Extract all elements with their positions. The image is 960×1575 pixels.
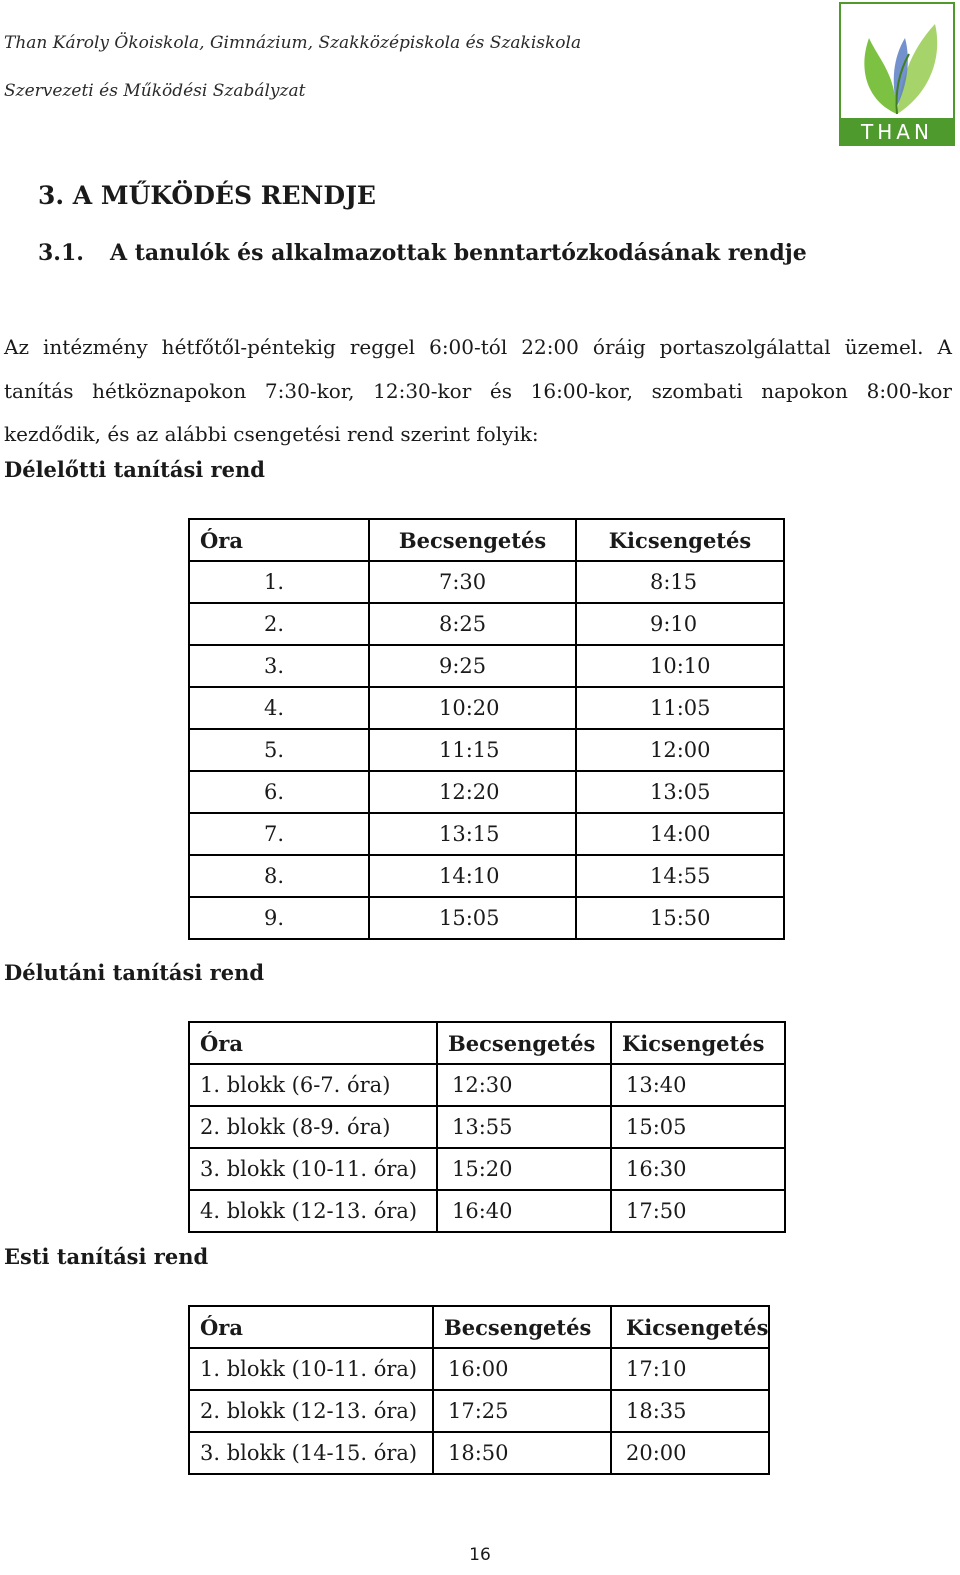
table-cell: 11:05 xyxy=(576,687,784,729)
page-number: 16 xyxy=(469,1545,491,1565)
table-row xyxy=(189,561,784,603)
table-cell: 9. xyxy=(189,897,369,939)
table-row xyxy=(189,1190,785,1232)
section-heading xyxy=(38,240,807,266)
table-cell: 8:25 xyxy=(369,603,576,645)
table-row xyxy=(189,603,784,645)
column-header: Kicsengetés xyxy=(611,1306,769,1348)
table-cell: 1. blokk (6-7. óra) xyxy=(189,1064,437,1106)
table-cell: 15:20 xyxy=(437,1148,611,1190)
table-row xyxy=(189,1432,769,1474)
column-header: Becsengetés xyxy=(437,1022,611,1064)
table-cell: 10:20 xyxy=(369,687,576,729)
table-cell: 18:35 xyxy=(611,1390,769,1432)
table-row xyxy=(189,771,784,813)
morning-schedule-title: Délelőtti tanítási rend xyxy=(4,457,265,482)
table-cell: 3. xyxy=(189,645,369,687)
table-cell: 9:25 xyxy=(369,645,576,687)
table-cell: 1. xyxy=(189,561,369,603)
table-cell: 8. xyxy=(189,855,369,897)
column-header: Becsengetés xyxy=(369,519,576,561)
table-cell: 7:30 xyxy=(369,561,576,603)
table-cell: 6. xyxy=(189,771,369,813)
table-header-row xyxy=(189,519,784,561)
table-cell: 4. xyxy=(189,687,369,729)
table-row xyxy=(189,855,784,897)
morning-schedule-table xyxy=(188,518,785,940)
table-cell: 2. xyxy=(189,603,369,645)
table-cell: 4. blokk (12-13. óra) xyxy=(189,1190,437,1232)
table-cell: 3. blokk (10-11. óra) xyxy=(189,1148,437,1190)
section-number: 3.1. xyxy=(38,240,84,266)
column-header: Óra xyxy=(189,1022,437,1064)
table-header-row xyxy=(189,1306,769,1348)
table-cell: 14:55 xyxy=(576,855,784,897)
table-header-row xyxy=(189,1022,785,1064)
table-cell: 17:10 xyxy=(611,1348,769,1390)
intro-paragraph xyxy=(4,326,952,457)
table-cell: 3. blokk (14-15. óra) xyxy=(189,1432,433,1474)
column-header: Óra xyxy=(189,519,369,561)
school-logo xyxy=(839,2,955,146)
table-cell: 13:05 xyxy=(576,771,784,813)
table-cell: 13:40 xyxy=(611,1064,785,1106)
table-cell: 12:00 xyxy=(576,729,784,771)
table-cell: 2. blokk (8-9. óra) xyxy=(189,1106,437,1148)
table-cell: 14:10 xyxy=(369,855,576,897)
table-row xyxy=(189,897,784,939)
table-row xyxy=(189,645,784,687)
table-cell: 15:05 xyxy=(611,1106,785,1148)
table-cell: 9:10 xyxy=(576,603,784,645)
afternoon-schedule-table xyxy=(188,1021,786,1233)
paragraph-line: kezdődik, és az alábbi csengetési rend szerint folyik: xyxy=(4,422,539,446)
table-cell: 10:10 xyxy=(576,645,784,687)
column-header: Óra xyxy=(189,1306,433,1348)
table-row xyxy=(189,813,784,855)
column-header: Becsengetés xyxy=(433,1306,611,1348)
table-cell: 8:15 xyxy=(576,561,784,603)
table-cell: 16:30 xyxy=(611,1148,785,1190)
table-cell: 15:05 xyxy=(369,897,576,939)
header-school-name: Than Károly Ökoiskola, Gimnázium, Szakközépiskola és Szakiskola xyxy=(4,33,582,53)
table-cell: 20:00 xyxy=(611,1432,769,1474)
table-cell: 13:55 xyxy=(437,1106,611,1148)
table-cell: 18:50 xyxy=(433,1432,611,1474)
paragraph-line: Az intézmény hétfőtől-péntekig reggel 6:00-tól 22:00 óráig portaszolgálattal üzemel. A xyxy=(4,335,952,359)
logo-text: THAN xyxy=(861,120,933,144)
section-title: A tanulók és alkalmazottak benntartózkodásának rendje xyxy=(110,240,807,266)
chapter-heading: 3. A MŰKÖDÉS RENDJE xyxy=(38,181,376,210)
table-row xyxy=(189,1064,785,1106)
column-header: Kicsengetés xyxy=(611,1022,785,1064)
table-cell: 17:25 xyxy=(433,1390,611,1432)
table-row xyxy=(189,1148,785,1190)
table-cell: 17:50 xyxy=(611,1190,785,1232)
table-cell: 7. xyxy=(189,813,369,855)
table-cell: 14:00 xyxy=(576,813,784,855)
table-cell: 11:15 xyxy=(369,729,576,771)
evening-schedule-title: Esti tanítási rend xyxy=(4,1244,209,1269)
table-cell: 5. xyxy=(189,729,369,771)
table-row xyxy=(189,687,784,729)
table-cell: 15:50 xyxy=(576,897,784,939)
table-cell: 1. blokk (10-11. óra) xyxy=(189,1348,433,1390)
table-cell: 12:20 xyxy=(369,771,576,813)
afternoon-schedule-title: Délutáni tanítási rend xyxy=(4,960,265,985)
table-cell: 16:40 xyxy=(437,1190,611,1232)
table-row xyxy=(189,729,784,771)
table-cell: 12:30 xyxy=(437,1064,611,1106)
column-header: Kicsengetés xyxy=(576,519,784,561)
table-cell: 2. blokk (12-13. óra) xyxy=(189,1390,433,1432)
evening-schedule-table xyxy=(188,1305,770,1475)
table-cell: 16:00 xyxy=(433,1348,611,1390)
table-row xyxy=(189,1106,785,1148)
table-row xyxy=(189,1348,769,1390)
table-row xyxy=(189,1390,769,1432)
paragraph-line: tanítás hétköznapokon 7:30-kor, 12:30-kor és 16:00-kor, szombati napokon 8:00-kor xyxy=(4,378,952,403)
header-document-title: Szervezeti és Működési Szabályzat xyxy=(4,81,306,101)
table-cell: 13:15 xyxy=(369,813,576,855)
